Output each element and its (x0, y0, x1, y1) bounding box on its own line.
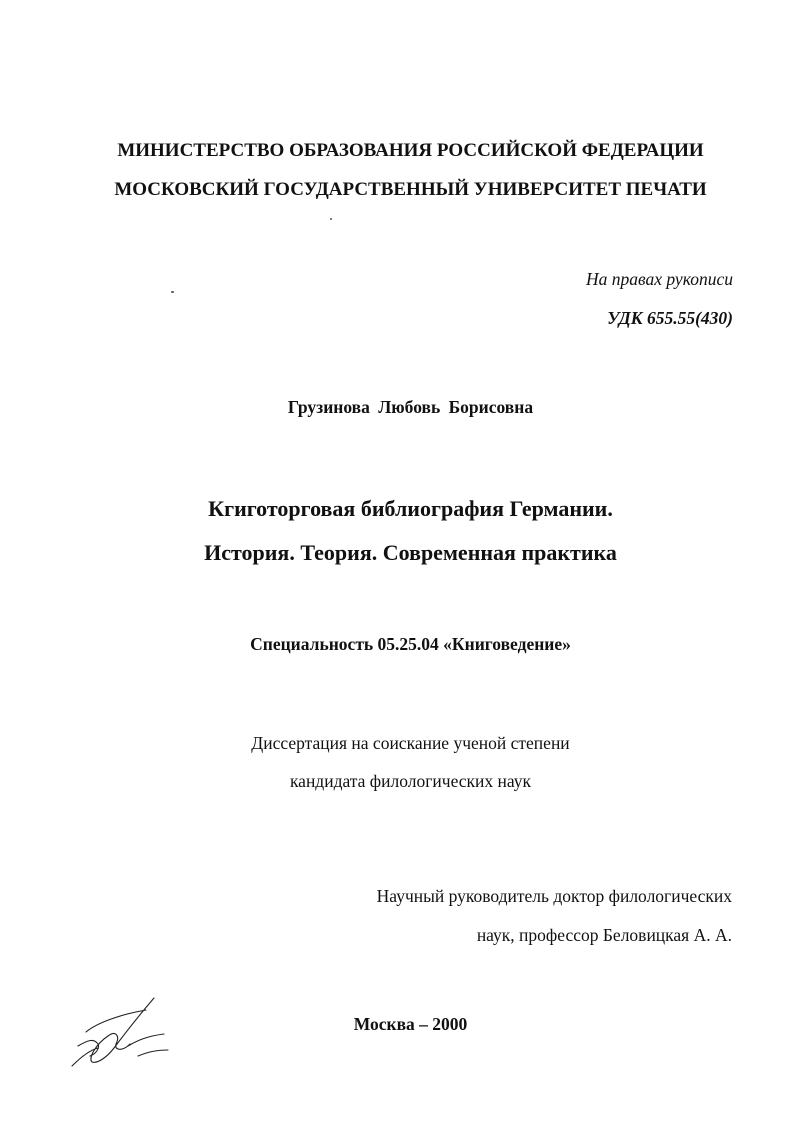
scan-speck (171, 291, 174, 293)
dissertation-title-line-2: История. Теория. Современная практика (204, 540, 617, 565)
university-heading: МОСКОВСКИЙ ГОСУДАРСТВЕННЫЙ УНИВЕРСИТЕТ ПЕЧАТИ (114, 179, 707, 200)
author-name: Грузинова Любовь Борисовна (287, 397, 534, 417)
ministry-heading: МИНИСТЕРСТВО ОБРАЗОВАНИЯ РОССИЙСКОЙ ФЕДЕРАЦИИ (117, 140, 704, 161)
udk-code: УДК 655.55(430) (607, 308, 733, 328)
manuscript-note: На правах рукописи (586, 269, 733, 289)
supervisor-line-1: Научный руководитель доктор филологических (376, 886, 732, 906)
specialty: Специальность 05.25.04 «Книговедение» (250, 634, 571, 654)
scan-speck (330, 218, 332, 220)
degree-line-2: кандидата филологических наук (289, 771, 532, 791)
signature-icon (68, 992, 178, 1072)
dissertation-title-line-1: Кгиготорговая библиография Германии. (208, 496, 613, 521)
degree-line-1: Диссертация на соискание ученой степени (251, 733, 570, 753)
city-year: Москва – 2000 (353, 1014, 468, 1034)
supervisor-line-2: наук, профессор Беловицкая А. А. (476, 925, 732, 945)
